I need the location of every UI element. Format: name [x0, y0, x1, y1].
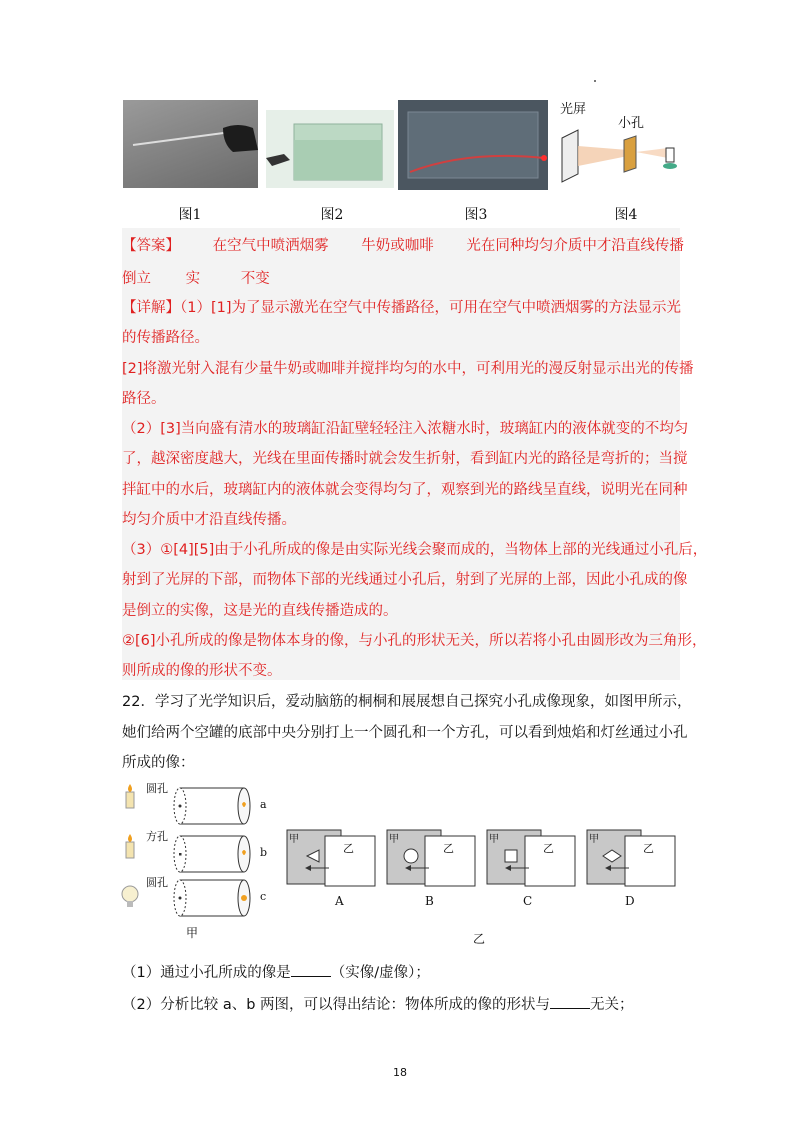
hole-label: 小孔 [618, 116, 645, 131]
hole-square-label: 方孔 [146, 830, 168, 843]
answer-item: 不变 [240, 271, 270, 287]
explanation-line: 路径。 [122, 391, 166, 407]
explanation-line: 拌缸中的水后，玻璃缸内的液体就会变得均匀了，观察到光的路线呈直线，说明光在同种 [122, 482, 688, 498]
answer-tag: 【答案】 [122, 238, 180, 254]
figure-jia [120, 780, 280, 940]
sub-question-text: （1）通过小孔所成的像是 [122, 965, 291, 981]
explanation-line: （3）①[4][5]由于小孔所成的像是由实际光线会聚而成的，当物体上部的光线通过小孔后， [122, 542, 708, 558]
answer-item: 实 [185, 271, 201, 287]
panel-label-c: C [523, 894, 533, 908]
question-22-line: 所成的像： [122, 755, 195, 771]
answer-line-2 [122, 267, 270, 288]
glass-tank-image [266, 110, 394, 188]
explanation-line: （2）[3]当向盛有清水的玻璃缸沿缸壁轻轻注入浓糖水时，玻璃缸内的液体就变的不均匀 [122, 421, 689, 437]
caption-jia: 甲 [186, 926, 199, 940]
page-number: 18 [393, 1066, 407, 1079]
explanation-line: 则所成的像的形状不变。 [122, 663, 282, 679]
explanation-line: 了，越深密度越大，光线在里面传播时就会发生折射，看到缸内光的路径是弯折的；当搅 [122, 451, 688, 467]
explanation-line: [2]将激光射入混有少量牛奶或咖啡并搅拌均匀的水中，可利用光的漫反射显示出光的传播 [122, 361, 694, 377]
answer-item: 牛奶或咖啡 [361, 238, 434, 254]
pinhole-panels-diagram [285, 828, 685, 894]
figure-1-photo [123, 100, 258, 188]
panel-label-a: A [335, 894, 344, 908]
label-c: c [260, 890, 267, 903]
explanation-line: 射到了光屏的下部，而物体下部的光线通过小孔后，射到了光屏的上部，因此小孔成的像 [122, 572, 688, 588]
explanation-line: 是倒立的实像，这是光的直线传播造成的。 [122, 603, 398, 619]
panel-b-jia: 甲 [389, 834, 399, 845]
explanation-line: 【详解】（1）[1]为了显示激光在空气中传播路径，可用在空气中喷洒烟雾的方法显示光 [122, 300, 682, 316]
pinhole-cans-diagram [120, 780, 280, 920]
caption-fig3: 图3 [464, 207, 488, 223]
hole-round-label-a: 圆孔 [146, 782, 168, 795]
answer-item: 倒立 [122, 271, 151, 287]
refraction-tank-image [398, 100, 548, 190]
panel-label-b: B [425, 894, 434, 908]
panel-b-yi: 乙 [443, 842, 454, 855]
explanation-line: 的传播路径。 [122, 330, 209, 346]
decorative-dot [594, 80, 596, 82]
sub-question-2 [122, 993, 634, 1014]
caption-fig1: 图1 [178, 207, 202, 223]
panel-d-jia: 甲 [589, 834, 599, 845]
explanation-line: ②[6]小孔所成的像是物体本身的像，与小孔的形状无关，所以若将小孔由圆形改为三角形， [122, 633, 707, 649]
figure-4-diagram [556, 96, 686, 188]
answer-item: 光在同种均匀介质中才沿直线传播 [466, 238, 684, 254]
panel-d-yi: 乙 [643, 842, 654, 855]
answer-blank[interactable] [291, 964, 331, 977]
answer-line-1 [122, 234, 684, 255]
laser-pointer-image [123, 100, 258, 188]
figure-yi [285, 828, 685, 948]
sub-question-text: 无关； [590, 997, 634, 1013]
question-22-line: 她们给两个空罐的底部中央分别打上一个圆孔和一个方孔，可以看到烛焰和灯丝通过小孔 [122, 725, 688, 741]
question-22-line: 22．学习了光学知识后，爱动脑筋的桐桐和展展想自己探究小孔成像现象，如图甲所示， [122, 694, 692, 710]
sub-question-text: （实像/虚像）； [330, 965, 430, 981]
hole-round-label-c: 圆孔 [146, 876, 168, 889]
answer-blank[interactable] [550, 996, 590, 1009]
sub-question-text: （2）分析比较 a、b 两图，可以得出结论：物体所成的像的形状与 [122, 997, 551, 1013]
caption-yi: 乙 [473, 932, 486, 946]
panel-c-jia: 甲 [489, 834, 499, 845]
caption-fig4: 图4 [614, 207, 638, 223]
figure-3-photo [398, 100, 548, 190]
figure-2-photo [266, 110, 394, 188]
caption-fig2: 图2 [320, 207, 344, 223]
answer-item: 在空气中喷洒烟雾 [212, 238, 329, 254]
panel-label-d: D [625, 894, 635, 908]
panel-c-yi: 乙 [543, 842, 554, 855]
explanation-line: 均匀介质中才沿直线传播。 [122, 512, 296, 528]
label-a: a [260, 798, 267, 811]
screen-label: 光屏 [560, 102, 587, 117]
panel-a-jia: 甲 [289, 834, 299, 845]
label-b: b [260, 846, 268, 859]
panel-a-yi: 乙 [343, 842, 354, 855]
sub-question-1 [122, 961, 430, 982]
